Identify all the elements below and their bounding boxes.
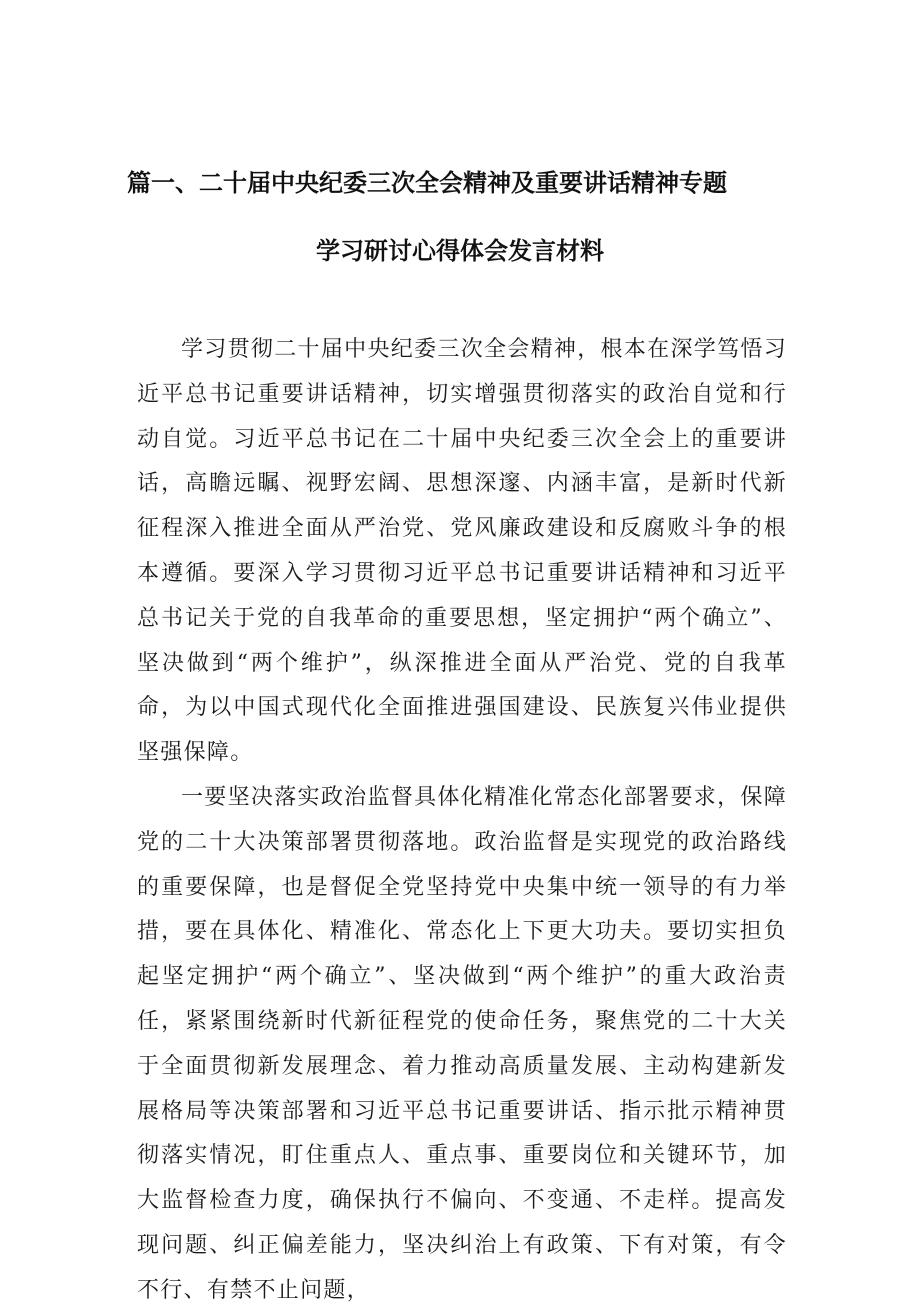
- body-paragraph-1: 学习贯彻二十届中央纪委三次全会精神，根本在深学笃悟习近平总书记重要讲话精神，切实增强贯彻落实的政治自觉和行动自觉。习近平总书记在二十届中央纪委三次全会上的重要讲话，高瞻远瞩、视野宏阔、思想深邃、内涵丰富，是新时代新征程深入推进全面从严治党、党风廉政建设和反腐败斗争的根本遵循。要深入学习贯彻习近平总书记重要讲话精神和习近平总书记关于党的自我革命的重要思想，坚定拥护“两个确立”、坚决做到“两个维护”，纵深推进全面从严治党、党的自我革命，为以中国式现代化全面推进强国建设、民族复兴伟业提供坚强保障。: [137, 337, 787, 766]
- body-paragraph-2: 一要坚决落实政治监督具体化精准化常态化部署要求，保障党的二十大决策部署贯彻落地。政治监督是实现党的政治路线的重要保障，也是督促全党坚持党中央集中统一领导的有力举措，要在具体化、精准化、常态化上下更大功夫。要切实担负起坚定拥护“两个确立”、坚决做到“两个维护”的重大政治责任，紧紧围绕新时代新征程党的使命任务，聚焦党的二十大关于全面贯彻新发展理念、着力推动高质量发展、主动构建新发展格局等决策部署和习近平总书记重要讲话、指示批示精神贯彻落实情况，盯住重点人、重点事、重要岗位和关键环节，加大监督检查力度，确保执行不偏向、不变通、不走样。提高发现问题、纠正偏差能力，坚决纠治上有政策、下有对策，有令不行、有禁不止问题，: [137, 784, 787, 1303]
- document-body: [137, 328, 787, 1314]
- document-title-line-1: 篇一、二十届中央纪委三次全会精神及重要讲话精神专题: [127, 169, 727, 197]
- document-title-line-2: 学习研讨心得体会发言材料: [316, 237, 604, 265]
